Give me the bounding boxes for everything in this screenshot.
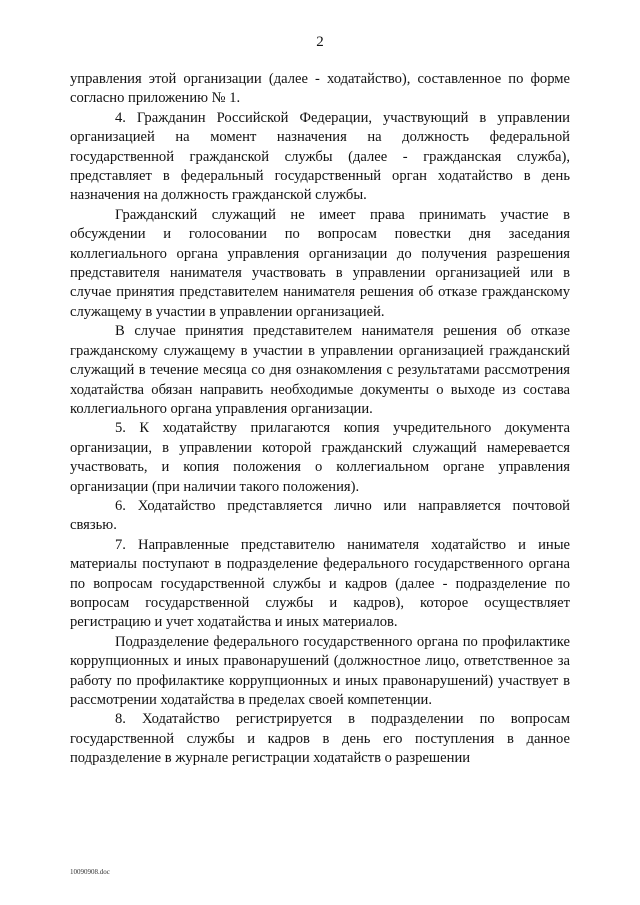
document-body: [70, 70, 570, 769]
paragraph-anticorruption: Подразделение федерального государственного органа по профилактике коррупционных и иных правонарушений (должностное лицо, ответственное за работу по профилактике коррупционных и иных правонарушений) участвует в рассмотрении ходатайства в пределах своей компетенции.: [70, 633, 570, 708]
paragraph-item-8: 8. Ходатайство регистрируется в подразделении по вопросам государственной службы и кадров в день его поступления в данное подразделение в журнале регистрации ходатайств о разрешении: [70, 711, 570, 767]
paragraph-item-6: 6. Ходатайство представляется лично или направляется почтовой связью.: [70, 497, 570, 534]
paragraph-restriction: Гражданский служащий не имеет права принимать участие в обсуждении и голосовании по вопросам повестки дня заседания коллегиального органа управления организации до получения разрешения представителя нанимателя участвовать в управлении организацией или в случае принятия представителем нанимателя решения об отказе гражданскому служащему в участии в управлении организацией.: [70, 206, 570, 320]
paragraph-item-4: 4. Гражданин Российской Федерации, участвующий в управлении организацией на момент назначения на должность федеральной государственной гражданской службы (далее - гражданская служба), представляет в федеральный государственный орган ходатайство в день назначения на должность гражданской службы.: [70, 109, 570, 204]
file-name-footer: 10090908.doc: [70, 868, 110, 876]
paragraph-refusal: В случае принятия представителем нанимателя решения об отказе гражданскому служащему в участии в управлении организацией гражданский служащий в течение месяца со дня ознакомления с результатами рассмотрения ходатайства обязан направить необходимые документы о выходе из состава коллегиального органа управления организации.: [70, 323, 570, 417]
paragraph-continuation: управления этой организации (далее - ходатайство), составленное по форме согласно приложению № 1.: [70, 71, 570, 107]
paragraph-item-7: 7. Направленные представителю нанимателя ходатайство и иные материалы поступают в подразделение федерального государственного органа по вопросам государственной службы и кадров (далее - подразделение по вопросам государственной службы и кадров), которое осуществляет регистрацию и учет ходатайства и иных материалов.: [70, 536, 570, 631]
page-number: 2: [316, 34, 324, 50]
paragraph-item-5: 5. К ходатайству прилагаются копия учредительного документа организации, в управлении которой гражданский служащий намеревается участвовать, и копия положения о коллегиальном органе управления организации (при наличии такого положения).: [70, 420, 570, 495]
